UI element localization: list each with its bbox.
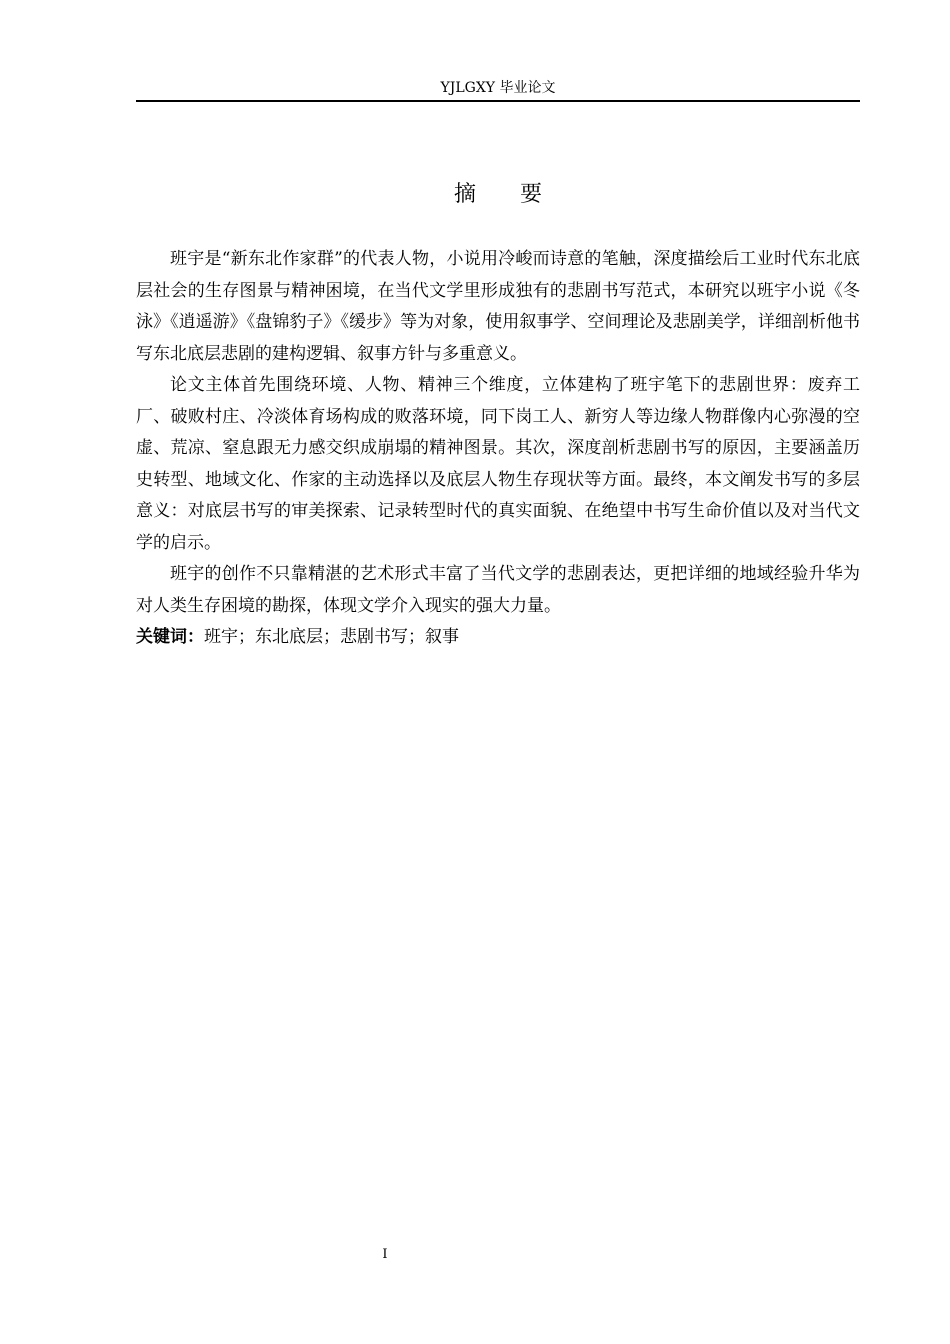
abstract-body xyxy=(136,244,860,654)
keywords-value: 班宇；东北底层；悲剧书写；叙事 xyxy=(204,627,459,647)
keywords-line xyxy=(136,622,860,654)
abstract-paragraph-2: 论文主体首先围绕环境、人物、精神三个维度，立体建构了班宇笔下的悲剧世界：废弃工厂、破败村庄、冷淡体育场构成的败落环境，同下岗工人、新穷人等边缘人物群像内心弥漫的空虚、荒凉、窒息跟无力感交织成崩塌的精神图景。其次，深度剖析悲剧书写的原因，主要涵盖历史转型、地域文化、作家的主动选择以及底层人物生存现状等方面。最终，本文阐发书写的多层意义：对底层书写的审美探索、记录转型时代的真实面貌、在绝望中书写生命价值以及对当代文学的启示。 xyxy=(136,375,860,553)
abstract-paragraph-3: 班宇的创作不只靠精湛的艺术形式丰富了当代文学的悲剧表达，更把详细的地域经验升华为对人类生存困境的勘探，体现文学介入现实的强大力量。 xyxy=(136,564,860,616)
page-number: I xyxy=(382,1247,388,1262)
page-header: YJLGXY 毕业论文 xyxy=(440,80,556,96)
abstract-paragraph-1: 班宇是“新东北作家群”的代表人物，小说用冷峻而诗意的笔触，深度描绘后工业时代东北底层社会的生存图景与精神困境，在当代文学里形成独有的悲剧书写范式，本研究以班宇小说《冬泳》《逍遥游》《盘锦豹子》《缓步》等为对象，使用叙事学、空间理论及悲剧美学，详细剖析他书写东北底层悲剧的建构逻辑、叙事方针与多重意义。 xyxy=(136,249,860,364)
header-divider xyxy=(136,100,860,102)
abstract-title: 摘要 xyxy=(453,182,586,207)
keywords-label: 关键词： xyxy=(136,627,204,647)
